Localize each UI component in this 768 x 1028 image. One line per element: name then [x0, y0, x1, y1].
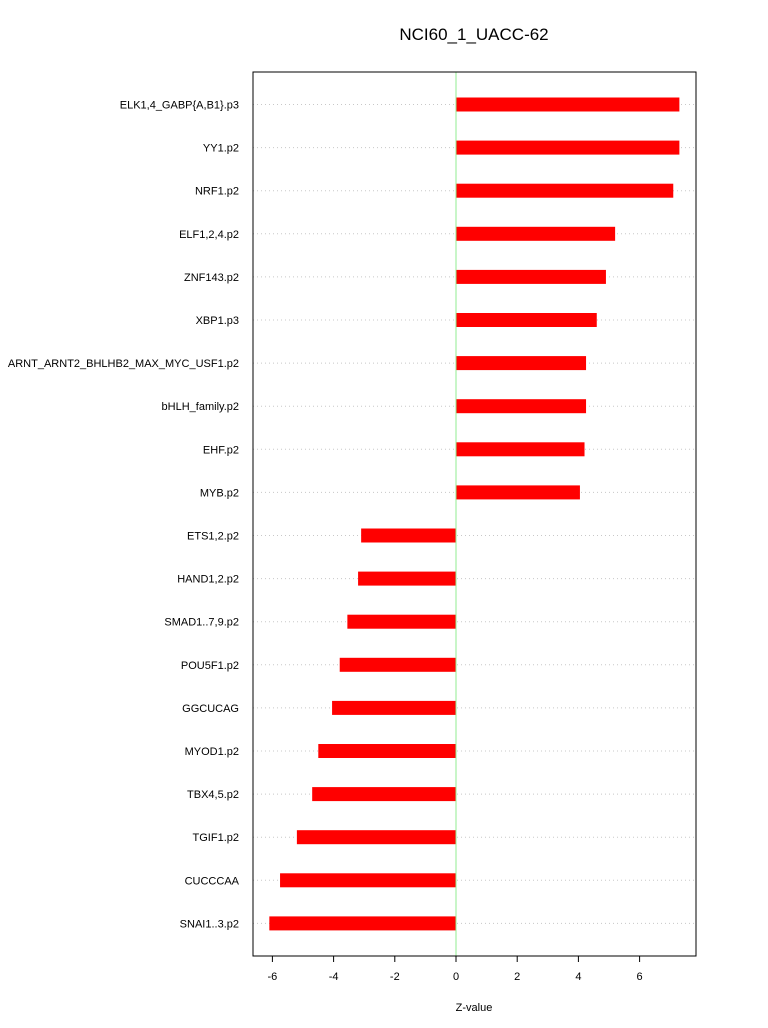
category-label: SNAI1..3.p2	[179, 918, 239, 931]
bar	[318, 744, 456, 758]
category-label: MYB.p2	[199, 487, 239, 500]
bars	[269, 98, 679, 931]
bar	[456, 270, 606, 284]
category-label: TBX4,5.p2	[187, 789, 239, 802]
bar	[456, 98, 679, 112]
bar	[456, 356, 586, 370]
x-axis-title: Z-value	[455, 1002, 493, 1014]
bar	[456, 313, 597, 327]
category-label: ARNT_ARNT2_BHLHB2_MAX_MYC_USF1.p2	[7, 358, 239, 371]
x-tick-label: 2	[514, 971, 521, 983]
category-label: GGCUCAG	[182, 702, 239, 715]
bar	[280, 873, 456, 887]
x-tick-label: -4	[328, 971, 339, 983]
bar	[456, 184, 673, 198]
bar	[456, 141, 679, 155]
category-label: XBP1.p3	[195, 315, 239, 327]
category-label: ETS1,2.p2	[187, 530, 239, 543]
x-tick-label: 6	[636, 971, 643, 983]
category-label: bHLH_family.p2	[161, 401, 239, 414]
x-tick-label: -2	[389, 971, 400, 983]
bar	[269, 916, 456, 930]
x-tick-label: -6	[267, 971, 278, 983]
category-labels	[8, 100, 240, 931]
category-label: ELF1,2,4.p2	[179, 228, 239, 241]
category-label: MYOD1.p2	[184, 746, 239, 758]
bar	[361, 529, 456, 543]
bar	[297, 830, 456, 844]
x-tick-label: 4	[575, 971, 582, 983]
category-label: ELK1,4_GABP{A,B1}.p3	[119, 99, 239, 112]
chart-title: NCI60_1_UACC-62	[399, 25, 549, 44]
plot-frame	[253, 72, 696, 956]
bar	[456, 485, 580, 499]
bar	[340, 658, 456, 672]
category-label: TGIF1.p2	[192, 832, 239, 845]
bar	[347, 615, 456, 629]
x-tick-label: 0	[452, 971, 460, 983]
bar	[456, 227, 615, 241]
category-label: NRF1.p2	[194, 185, 239, 198]
bar	[456, 399, 586, 413]
bar	[332, 701, 456, 715]
bar	[456, 442, 585, 456]
category-label: POU5F1.p2	[180, 659, 239, 672]
category-label: HAND1,2.p2	[177, 573, 239, 586]
category-label: SMAD1..7,9.p2	[164, 616, 239, 629]
category-label: EHF.p2	[202, 444, 239, 457]
bar	[312, 787, 456, 801]
category-label: CUCCCAA	[184, 875, 239, 888]
category-label: YY1.p2	[202, 142, 239, 155]
category-label: ZNF143.p2	[183, 271, 239, 284]
bar	[358, 572, 456, 586]
x-axis	[268, 956, 643, 983]
